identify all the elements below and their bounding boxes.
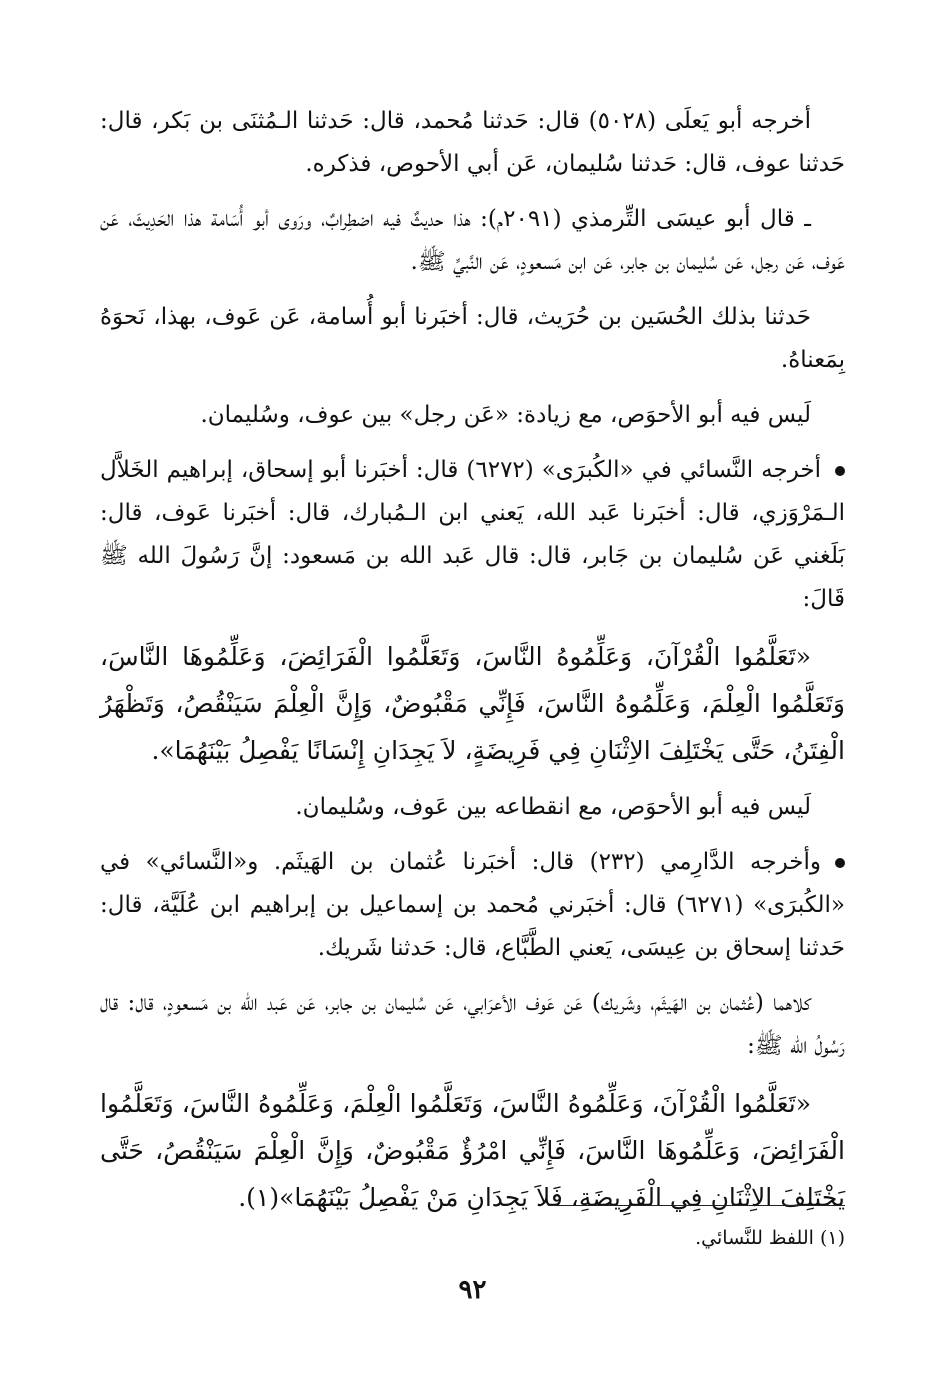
page-number: ٩٢ — [458, 1275, 487, 1305]
footnote-separator — [548, 1205, 845, 1206]
footnote: (١) اللفظ للنَّسائي. — [695, 1227, 845, 1249]
bullet-icon — [835, 858, 845, 868]
paragraph-nasai-6272-text: أخرجه النَّسائي في «الكُبرَى» (٦٢٧٢) قال: أخبَرنا أبو إسحاق، إبراهيم الخَلاَّل الـمَرْوَزي، قال: أخبَرنا عَبد الله، يَعني ابن الـمُبارك، قال: أخبَرنا عَوف، قال: بَلَغني عَن سُليمان بن جَابر، قال: قال عَبد الله بن مَسعود: إنَّ رَسُولَ الله ﷺ قَالَ: — [100, 457, 845, 612]
paragraph-note-ziyada: لَيس فيه أبو الأحوَص، مع زيادة: «عَن رجل» بين عوف، وسُليمان. — [200, 402, 811, 428]
paragraph-darimi-232 — [100, 841, 845, 970]
paragraph-husain-bin-huraith: حَدثنا بذلك الحُسَين بن حُرَيث، قال: أخبَرنا أبو أُسامة، عَن عَوف، بهذا، نَحوَهُ بِمَعناهُ. — [100, 304, 845, 373]
hadith-text-second: «تَعَلَّمُوا الْقُرْآنَ، وَعَلِّمُوهُ النَّاسَ، وَتَعَلَّمُوا الْعِلْمَ، وَعَلِّمُوهُ النَّاسَ، وَتَعَلَّمُوا الْفَرَائِضَ، وَعَلِّمُوهَا النَّاسَ، فَإِنِّي امْرُؤٌ مَقْبُوضٌ، وَإِنَّ الْعِلْمَ سَيَنْقُصُ، حَتَّى يَخْتَلِفَ الاِثْنَانِ فِي الْفَرِيضَةِ، فَلاَ يَجِدَانِ مَنْ يَفْصِلُ بَيْنَهُمَا»(١). — [100, 1089, 845, 1212]
bullet-icon — [835, 466, 845, 476]
paragraph-abu-yala: أخرجه أبو يَعلَى (٥٠٢٨) قال: حَدثنا مُحمد، قال: حَدثنا الـمُثنَى بن بَكر، قال: حَدثنا عوف، قال: حَدثنا سُليمان، عَن أبي الأحوص، فذكره. — [100, 108, 845, 177]
paragraph-kilahuma: كلاهما (عُثمان بن الهَيثَم، وشَريك) عَن عَوف الأعرَابي، عَن سُليمان بن جابر، عَن عَبد الله بن مَسعودٍ، قال: قال رَسُولُ الله ﷺ: — [100, 990, 845, 1059]
paragraph-nasai-6272 — [100, 449, 845, 621]
paragraph-tirmidhi-comment: ـ قال أبو عيسَى التِّرمذي (٢٠٩١م): هذا حديثٌ فيه اضطِرابٌ، ورَوى أبو أُسَامة هذا الحَدِيثَ، عَن عَوف، عَن رجل، عَن سُليمان بن جابر، عَن ابن مَسعودٍ، عَن النَّبيِّ ﷺ. — [100, 206, 845, 275]
document-page — [100, 100, 845, 1379]
hadith-text-first: «تَعَلَّمُوا الْقُرْآنَ، وَعَلِّمُوهُ النَّاسَ، وَتَعَلَّمُوا الْفَرَائِضَ، وَعَلِّمُوهَا النَّاسَ، وَتَعَلَّمُوا الْعِلْمَ، وَعَلِّمُوهُ النَّاسَ، فَإِنِّي مَقْبُوضٌ، وَإِنَّ الْعِلْمَ سَيَنْقُصُ، وَتَظْهَرُ الْفِتَنُ، حَتَّى يَخْتَلِفَ الاِثْنَانِ فِي فَرِيضَةٍ، لاَ يَجِدَانِ إِنْسَانًا يَفْصِلُ بَيْنَهُمَا». — [100, 642, 845, 765]
paragraph-note-inqita: لَيس فيه أبو الأحوَص، مع انقطاعه بين عَوف، وسُليمان. — [295, 794, 811, 820]
paragraph-darimi-232-text: وأخرجه الدَّارِمي (٢٣٢) قال: أخبَرنا عُثمان بن الهَيثَم. و«النَّسائي» في «الكُبرَى» (٦٢٧١) قال: أخبَرني مُحمد بن إسماعيل بن إبراهيم ابن عُلَيَّة، قال: حَدثنا إسحاق بن عِيسَى، يَعني الطَّبَّاع، قال: حَدثنا شَريك. — [100, 849, 845, 961]
